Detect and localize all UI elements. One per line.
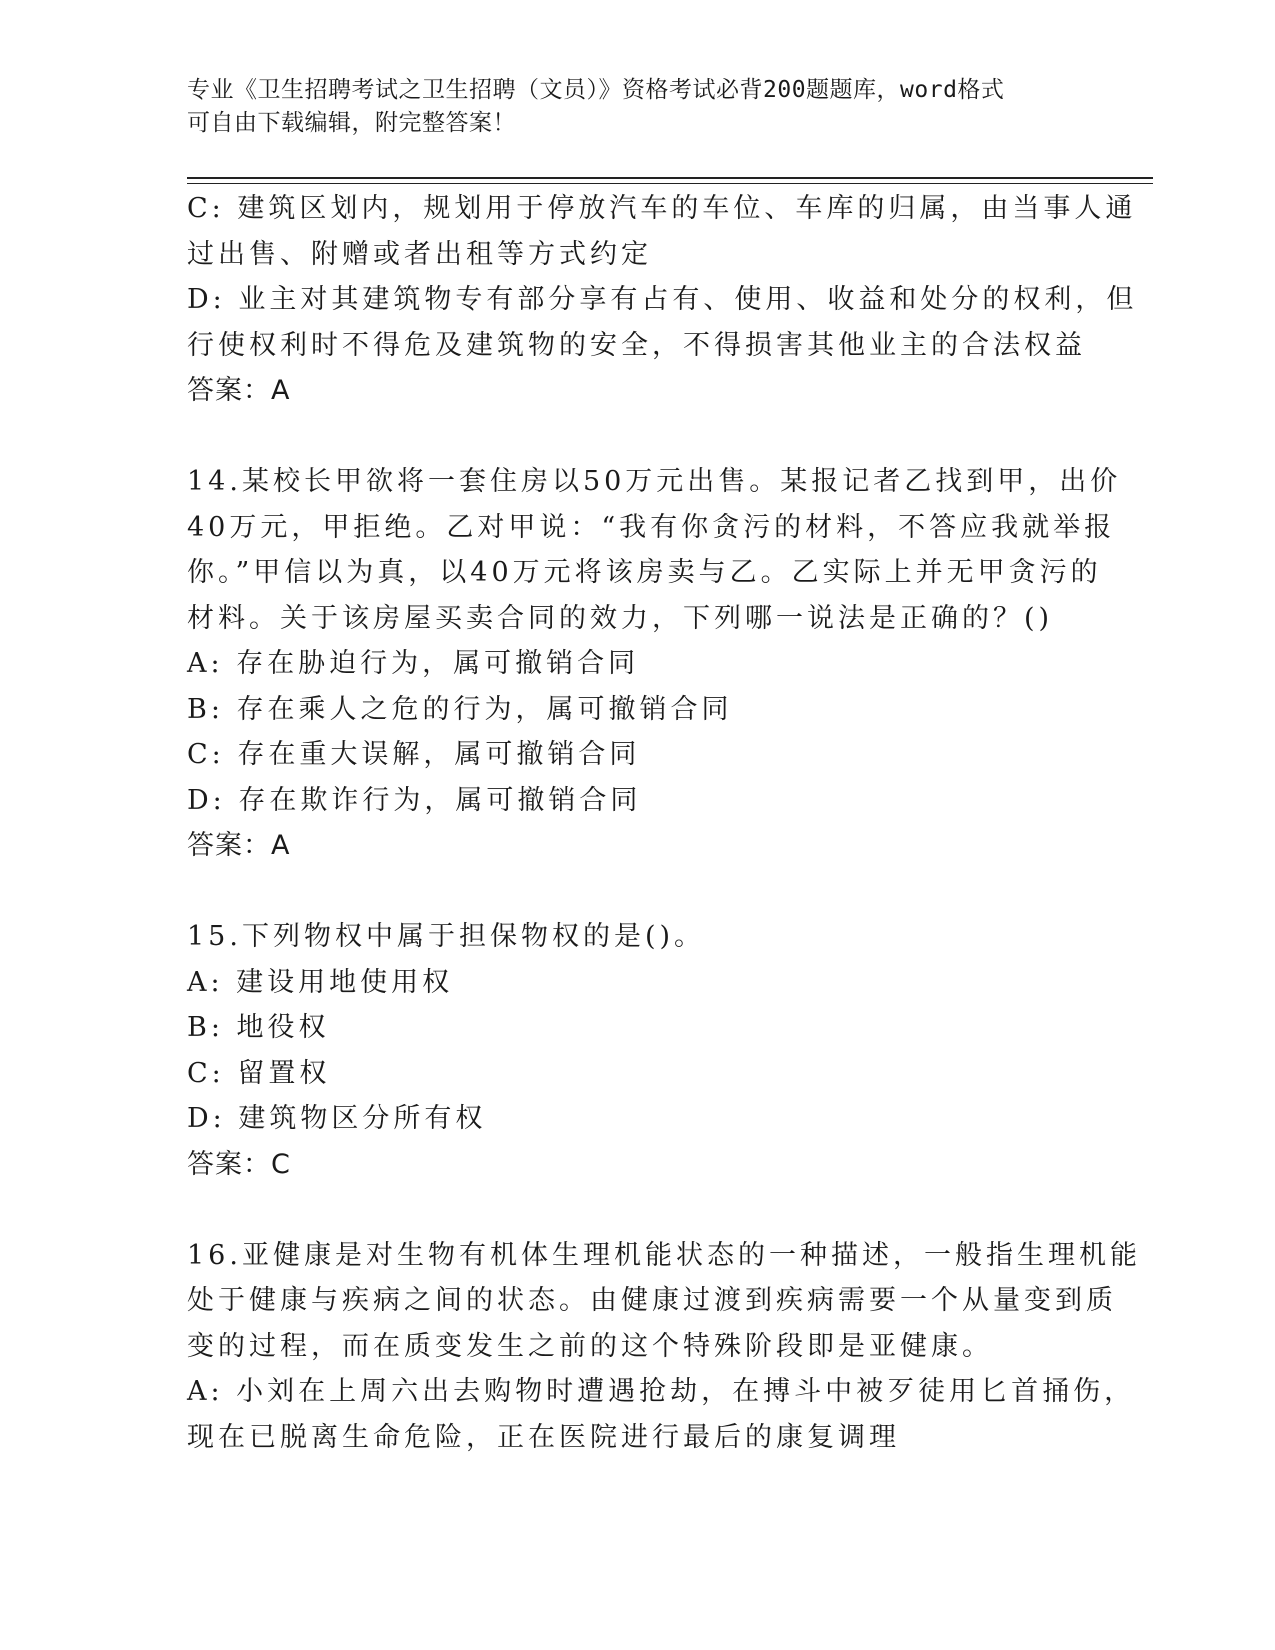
header-divider-thick <box>187 177 1153 179</box>
option-c: C: 存在重大误解，属可撤销合同 <box>187 739 641 770</box>
header-divider-thin <box>187 183 1153 184</box>
header-line: 可自由下载编辑，附完整答案！ <box>187 110 516 136</box>
answer-label: 答案：A <box>187 830 291 861</box>
header-line: 专业《卫生招聘考试之卫生招聘（文员）》资格考试必背200题题库，word格式 <box>187 77 1005 103</box>
spacer <box>187 869 1087 915</box>
document-body <box>187 186 1141 1460</box>
question-text-line: 材料。关于该房屋买卖合同的效力，下列哪一说法是正确的？() <box>187 602 1054 634</box>
spacer <box>187 414 1087 460</box>
option-c-line: C: 建筑区划内，规划用于停放汽车的车位、车库的归属，由当事人通 <box>187 193 1137 224</box>
question-text-line: 处于健康与疾病之间的状态。由健康过渡到疾病需要一个从量变到质 <box>187 1285 1117 1316</box>
option-c-line: 过出售、附赠或者出租等方式约定 <box>187 238 652 270</box>
option-d: D: 建筑物区分所有权 <box>187 1103 487 1134</box>
option-d-line: D: 业主对其建筑物专有部分享有占有、使用、收益和处分的权利，但 <box>187 284 1138 315</box>
question-13-continued <box>187 186 1138 414</box>
question-15 <box>187 914 1087 1187</box>
question-14 <box>187 459 1122 869</box>
question-text-line: 16.亚健康是对生物有机体生理机能状态的一种描述，一般指生理机能 <box>187 1239 1141 1271</box>
question-text-line: 40万元，甲拒绝。乙对甲说：“我有你贪污的材料，不答应我就举报 <box>187 511 1116 543</box>
option-d: D: 存在欺诈行为，属可撤销合同 <box>187 784 642 816</box>
spacer <box>187 1187 1087 1233</box>
answer-label: 答案：C <box>187 1148 291 1180</box>
option-c: C: 留置权 <box>187 1057 331 1089</box>
option-a: A: 存在胁迫行为，属可撤销合同 <box>187 648 640 679</box>
question-text-line: 14.某校长甲欲将一套住房以50万元出售。某报记者乙找到甲，出价 <box>187 466 1122 497</box>
document-header <box>187 74 1087 140</box>
option-a: A: 建设用地使用权 <box>187 966 454 998</box>
answer-label: 答案：A <box>187 375 291 406</box>
question-16 <box>187 1233 1141 1461</box>
option-a-line: 现在已脱离生命危险，正在医院进行最后的康复调理 <box>187 1421 900 1453</box>
option-b: B: 地役权 <box>187 1012 330 1043</box>
option-b: B: 存在乘人之危的行为，属可撤销合同 <box>187 693 733 725</box>
question-text-line: 变的过程，而在质变发生之前的这个特殊阶段即是亚健康。 <box>187 1330 993 1362</box>
option-a-line: A: 小刘在上周六出去购物时遭遇抢劫，在搏斗中被歹徒用匕首捅伤， <box>187 1376 1136 1407</box>
option-d-line: 行使权利时不得危及建筑物的安全，不得损害其他业主的合法权益 <box>187 329 1086 361</box>
question-text-line: 你。”甲信以为真，以40万元将该房卖与乙。乙实际上并无甲贪污的 <box>187 557 1102 588</box>
question-text-line: 15.下列物权中属于担保物权的是()。 <box>187 921 706 952</box>
